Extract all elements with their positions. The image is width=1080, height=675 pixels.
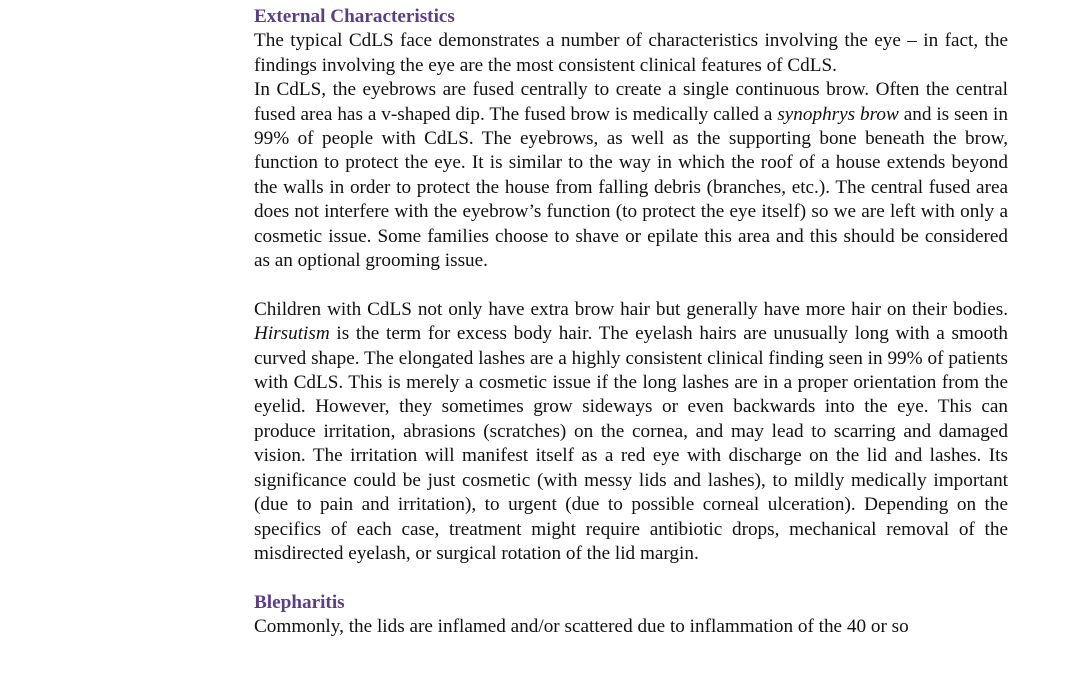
paragraph-blepharitis-partial: Commonly, the lids are inflamed and/or scattered due to inflammation of the 40 or so: [254, 616, 909, 638]
term-synophrys-brow: synophrys brow: [777, 103, 899, 125]
paragraph-eyelashes-text-b: is the term for excess body hair. The eyelash hairs are unusually long with a smooth curved shape. The elongated lashes are a highly consistent clinical finding seen in 99% of patients with CdLS. This is merely a cosmetic issue if the long lashes are in a proper orientation from the eyelid. However, they sometimes grow sideways or even backwards into the eye. This can produce irritation, abrasions (scratches) on the cornea, and may lead to scarring and damaged vision. The irritation will manifest itself as a red eye with discharge on the lid and lashes. Its significance could be just cosmetic (with messy lids and lashes), to mildly medically important (due to pain and irritation), to urgent (due to possible corneal ulceration). Depending on the specifics of each case, treatment might require antibiotic drops, mechanical removal of the misdirected eyelash, or surgical rotation of the lid margin.: [254, 323, 1008, 564]
section-heading-external-characteristics: External Characteristics: [254, 6, 455, 27]
paragraph-eyebrows-text-b: and is seen in 99% of people with CdLS. The eyebrows, as well as the supporting bone beneath the brow, function to protect the eye. It is similar to the way in which the roof of a house extends beyond the walls in order to protect the house from falling debris (branches, etc.). The central fused area does not interfere with the eyebrow’s function (to protect the eye itself) so we are left with only a cosmetic issue. Some families choose to shave or epilate this area and this should be considered as an optional grooming issue.: [254, 103, 1008, 272]
section-heading-blepharitis: Blepharitis: [254, 591, 345, 613]
paragraph-spacer: [254, 566, 1008, 590]
text-column: [254, 5, 1008, 639]
paragraph-eyelashes-text-a: Children with CdLS not only have extra brow hair but generally have more hair on their bodies.: [254, 298, 1008, 320]
term-hirsutism: Hirsutism: [254, 323, 330, 345]
paragraph-spacer: [254, 273, 1008, 297]
paragraph-intro: The typical CdLS face demonstrates a number of characteristics involving the eye – in fact, the findings involving the eye are the most consistent clinical features of CdLS.: [254, 30, 1008, 76]
paragraph-eyebrows-text-a: In CdLS, the eyebrows are fused centrally to create a single continuous brow. Often the central fused area has a v-shaped dip. The fused brow is medically called a: [254, 79, 1008, 125]
paragraph-eyebrows: [254, 78, 1008, 273]
paragraph-eyelashes: [254, 298, 1008, 566]
